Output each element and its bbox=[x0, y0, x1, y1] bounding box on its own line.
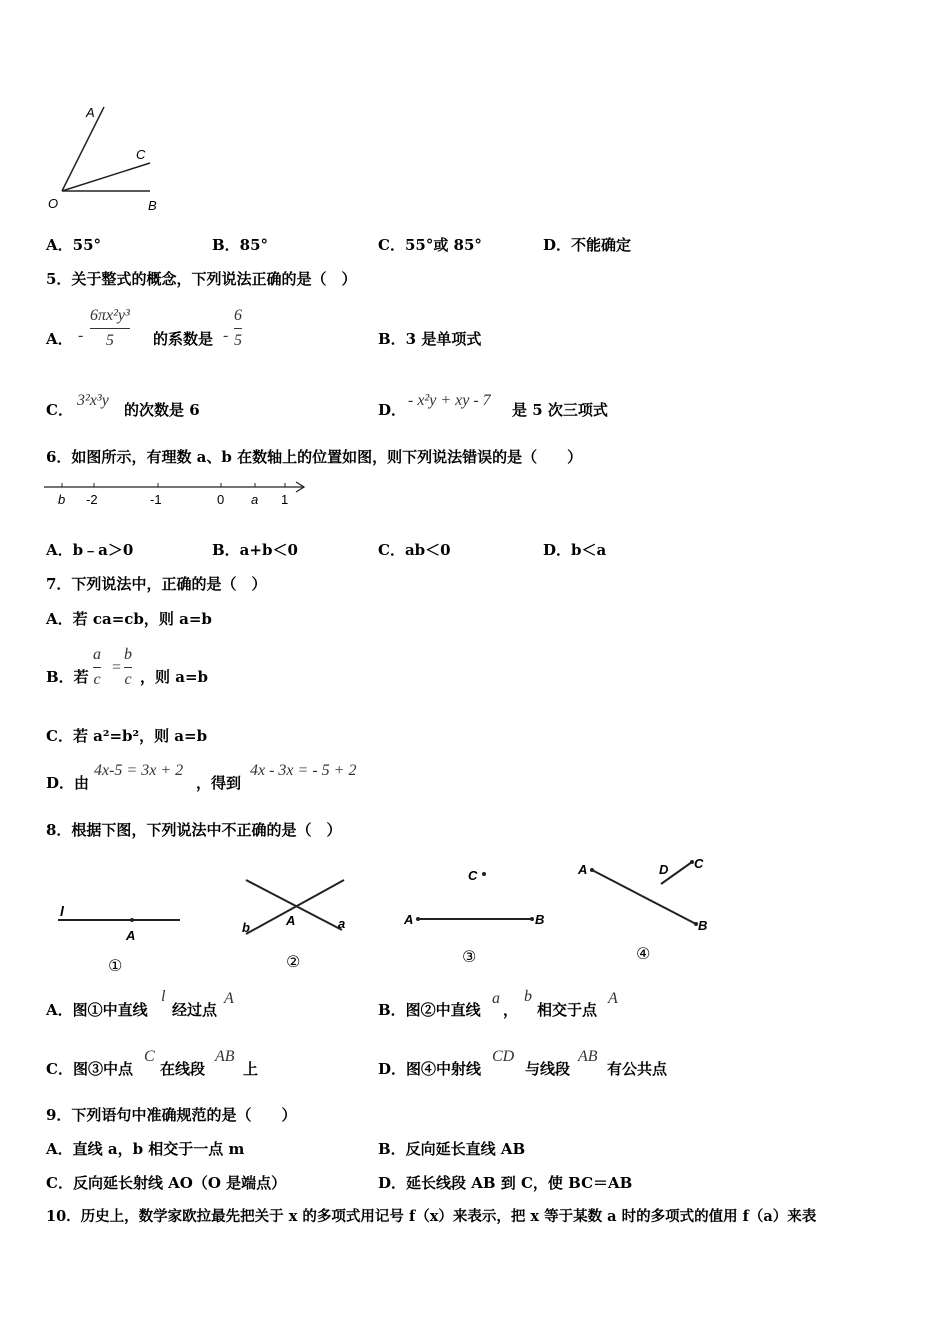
q6-stem: 6．如图所示，有理数 a、b 在数轴上的位置如图，则下列说法错误的是（ ） bbox=[46, 448, 583, 466]
q7-b-num1: a bbox=[93, 646, 101, 663]
q9-option-b[interactable]: B．反向延长直线 AB bbox=[378, 1140, 526, 1158]
q4-option-d[interactable]: D．不能确定 bbox=[543, 236, 632, 254]
label-a: A bbox=[86, 105, 95, 120]
fig4-number: ④ bbox=[636, 946, 651, 963]
q7-option-d-label[interactable]: D．由 bbox=[46, 774, 90, 792]
q6-option-d[interactable]: D．b＜a bbox=[543, 541, 607, 559]
q7-b-fraction2 bbox=[124, 646, 132, 689]
fig3-number: ③ bbox=[462, 949, 477, 966]
q5-stem: 5．关于整式的概念，下列说法正确的是（ ） bbox=[46, 270, 357, 288]
q5-option-d-label[interactable]: D． bbox=[378, 401, 407, 419]
q5-option-c-label[interactable]: C． bbox=[46, 401, 73, 419]
q5-a-fraction2 bbox=[234, 307, 242, 350]
q8-b-sep: ， bbox=[503, 1001, 519, 1019]
q7-b-fraction1 bbox=[93, 646, 101, 689]
fig4-b-label: B bbox=[698, 918, 708, 933]
q9-option-a[interactable]: A．直线 a，b 相交于一点 m bbox=[46, 1140, 245, 1158]
fig1-line-label: l bbox=[60, 903, 64, 919]
q9-stem: 9．下列语句中准确规范的是（ ） bbox=[46, 1106, 297, 1124]
fig4-d-label: D bbox=[659, 862, 669, 877]
figure-1 bbox=[50, 898, 190, 978]
q4-option-a[interactable]: A．55° bbox=[46, 236, 102, 254]
q5-c-expr: 3²x³y bbox=[77, 392, 109, 409]
q5-a-denominator2: 5 bbox=[234, 332, 242, 349]
fig3-a-label: A bbox=[404, 912, 414, 927]
q8-d-text2: 与线段 bbox=[525, 1060, 571, 1078]
fig2-a-point: A bbox=[286, 913, 296, 928]
q5-a-numerator: 6πx²y³ bbox=[90, 307, 130, 324]
q5-d-expr: - x²y + xy - 7 bbox=[408, 392, 491, 409]
q7-option-a[interactable]: A．若 ca=cb，则 a=b bbox=[46, 610, 212, 628]
fig3-b-label: B bbox=[535, 912, 545, 927]
q8-b-text2: 相交于点 bbox=[537, 1001, 598, 1019]
q6-option-c[interactable]: C．ab＜0 bbox=[378, 541, 451, 559]
q8-option-b-text1[interactable]: B．图②中直线 bbox=[378, 1001, 481, 1019]
q7-d-text: ，得到 bbox=[196, 774, 242, 792]
q5-d-text: 是 5 次三项式 bbox=[512, 401, 608, 419]
q7-d-expr1: 4x-5 = 3x + 2 bbox=[94, 762, 184, 779]
axis-label-1: 1 bbox=[281, 492, 289, 507]
q6-option-a[interactable]: A．b﹣a＞0 bbox=[46, 541, 134, 559]
q8-option-d-text1[interactable]: D．图④中射线 bbox=[378, 1060, 482, 1078]
q4-option-c[interactable]: C．55°或 85° bbox=[378, 236, 482, 254]
q8-d-text3: 有公共点 bbox=[607, 1060, 668, 1078]
q5-a-minus: - bbox=[78, 327, 84, 344]
fig4-c-label: C bbox=[694, 856, 704, 871]
q8-b-m3: A bbox=[608, 990, 618, 1007]
q5-option-a-label[interactable]: A． bbox=[46, 330, 73, 348]
fig2-b-label: b bbox=[242, 920, 250, 935]
q8-option-c-text1[interactable]: C．图③中点 bbox=[46, 1060, 133, 1078]
q10-stem: 10．历史上，数学家欧拉最先把关于 x 的多项式用记号 f（x）来表示，把 x 等于某数 a 时的多项式的值用 f（a）来表 bbox=[46, 1208, 817, 1225]
q8-b-m2: b bbox=[524, 988, 532, 1005]
fig1-number: ① bbox=[108, 958, 123, 975]
figure-2 bbox=[236, 872, 356, 977]
q8-c-text3: 上 bbox=[243, 1060, 259, 1078]
q7-d-expr2: 4x - 3x = - 5 + 2 bbox=[250, 762, 357, 779]
figure-3 bbox=[400, 858, 560, 973]
q7-b-text: ，则 a=b bbox=[140, 668, 208, 686]
q5-a-fraction bbox=[90, 307, 130, 350]
fig4-a-label: A bbox=[578, 862, 588, 877]
q5-c-text: 的次数是 6 bbox=[124, 401, 200, 419]
axis-label-a: a bbox=[251, 492, 259, 507]
label-b: B bbox=[148, 198, 157, 213]
q4-option-b[interactable]: B．85° bbox=[212, 236, 269, 254]
q7-b-den2: c bbox=[124, 671, 132, 688]
q8-d-m2: AB bbox=[578, 1048, 598, 1065]
q8-c-m1: C bbox=[144, 1048, 155, 1065]
figure-4 bbox=[574, 852, 724, 967]
axis-label-neg2: -2 bbox=[86, 492, 98, 507]
q8-d-m1: CD bbox=[492, 1048, 515, 1065]
q8-a-text2: 经过点 bbox=[172, 1001, 218, 1019]
q8-stem: 8．根据下图，下列说法中不正确的是（ ） bbox=[46, 821, 342, 839]
q8-c-text2: 在线段 bbox=[160, 1060, 206, 1078]
q5-a-text: 的系数是 bbox=[153, 330, 214, 348]
q5-option-b[interactable]: B．3 是单项式 bbox=[378, 330, 482, 348]
q5-a-denominator: 5 bbox=[105, 332, 114, 349]
axis-label-b: b bbox=[58, 492, 66, 507]
number-line bbox=[44, 478, 314, 514]
q8-c-m2: AB bbox=[215, 1048, 235, 1065]
q8-a-m2: A bbox=[224, 990, 234, 1007]
q7-b-num2: b bbox=[124, 646, 132, 663]
fig2-a-label: a bbox=[338, 916, 346, 931]
q5-a-numerator2: 6 bbox=[234, 307, 242, 324]
q7-b-eq: = bbox=[111, 659, 122, 676]
q9-option-c[interactable]: C．反向延长射线 AO（O 是端点） bbox=[46, 1174, 287, 1192]
fig2-number: ② bbox=[286, 954, 301, 971]
axis-label-0: 0 bbox=[217, 492, 225, 507]
q7-b-den1: c bbox=[93, 671, 101, 688]
fig3-c-label: C bbox=[468, 868, 478, 883]
q5-a-minus2: - bbox=[223, 327, 229, 344]
q9-option-d[interactable]: D．延长线段 AB 到 C，使 BC＝AB bbox=[378, 1174, 633, 1192]
q6-option-b[interactable]: B．a+b＜0 bbox=[212, 541, 298, 559]
q8-a-m1: l bbox=[161, 988, 166, 1005]
angle-figure bbox=[40, 95, 180, 220]
label-o: O bbox=[48, 196, 59, 211]
q8-option-a-text1[interactable]: A．图①中直线 bbox=[46, 1001, 148, 1019]
q7-option-c[interactable]: C．若 a²=b²，则 a=b bbox=[46, 727, 208, 745]
fig1-point-label: A bbox=[126, 928, 136, 943]
q8-b-m1: a bbox=[492, 990, 500, 1007]
label-c: C bbox=[136, 147, 146, 162]
axis-label-neg1: -1 bbox=[150, 492, 162, 507]
q7-option-b-label[interactable]: B．若 bbox=[46, 668, 89, 686]
q7-stem: 7．下列说法中，正确的是（ ） bbox=[46, 575, 267, 593]
